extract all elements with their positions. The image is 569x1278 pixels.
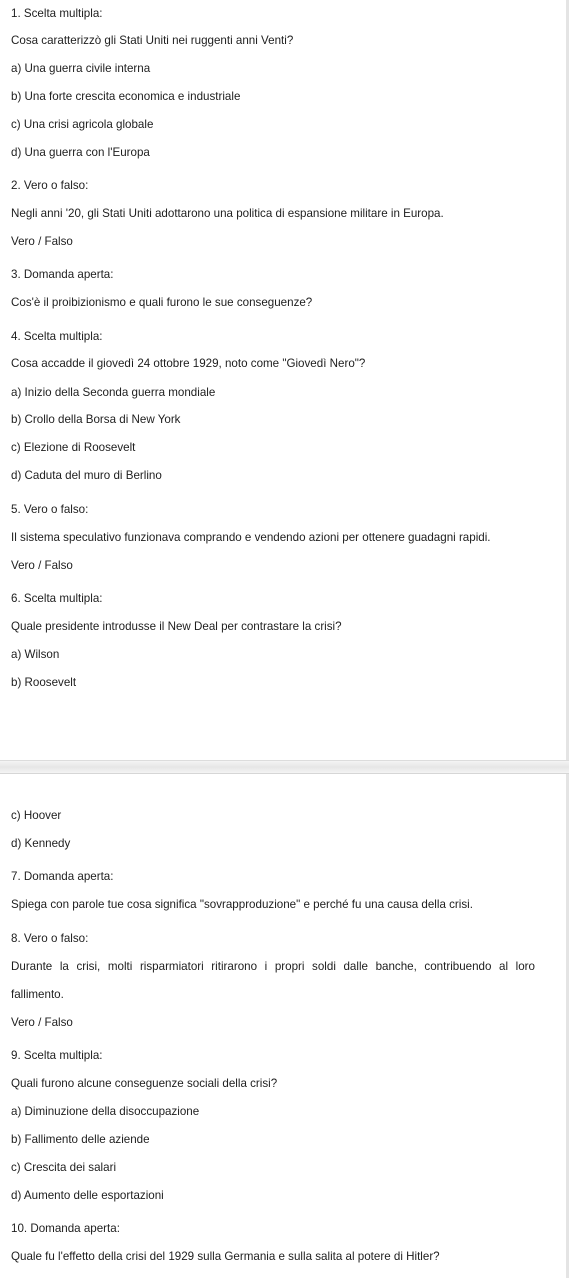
- question-5-header: 5. Vero o falso:: [11, 503, 89, 516]
- question-3-header: 3. Domanda aperta:: [11, 268, 114, 281]
- question-2-answer: Vero / Falso: [11, 235, 73, 248]
- question-6-option-c: c) Hoover: [11, 809, 62, 822]
- question-1-option-c: c) Una crisi agricola globale: [11, 118, 154, 131]
- question-1-header: 1. Scelta multipla:: [11, 7, 103, 20]
- question-9-option-c: c) Crescita dei salari: [11, 1161, 117, 1174]
- question-9-header: 9. Scelta multipla:: [11, 1049, 103, 1062]
- question-7-text: Spiega con parole tue cosa significa "sovrapproduzione" e perché fu una causa della crisi.: [11, 898, 473, 911]
- question-8-text-line-2: fallimento.: [11, 988, 64, 1001]
- question-4-header: 4. Scelta multipla:: [11, 330, 103, 343]
- question-6-option-b: b) Roosevelt: [11, 676, 77, 689]
- question-7-header: 7. Domanda aperta:: [11, 870, 114, 883]
- page-break: [0, 760, 569, 774]
- question-1-option-d: d) Una guerra con l'Europa: [11, 146, 150, 159]
- question-9-text: Quali furono alcune conseguenze sociali della crisi?: [11, 1077, 278, 1090]
- question-4-option-b: b) Crollo della Borsa di New York: [11, 413, 181, 426]
- question-4-option-d: d) Caduta del muro di Berlino: [11, 469, 162, 482]
- question-5-text: Il sistema speculativo funzionava comprando e vendendo azioni per ottenere guadagni rapidi.: [11, 531, 491, 544]
- question-10-header: 10. Domanda aperta:: [11, 1222, 120, 1235]
- question-3-text: Cos'è il proibizionismo e quali furono le sue conseguenze?: [11, 296, 313, 309]
- question-2-header: 2. Vero o falso:: [11, 179, 89, 192]
- question-1-text: Cosa caratterizzò gli Stati Uniti nei ruggenti anni Venti?: [11, 34, 294, 47]
- question-4-text: Cosa accadde il giovedì 24 ottobre 1929, noto come "Giovedì Nero"?: [11, 357, 366, 370]
- question-9-option-b: b) Fallimento delle aziende: [11, 1133, 150, 1146]
- question-1-option-b: b) Una forte crescita economica e industriale: [11, 90, 241, 103]
- question-8-text-line-1: Durante la crisi, molti risparmiatori ritirarono i propri soldi dalle banche, contribuendo al loro: [11, 960, 535, 973]
- question-6-option-d: d) Kennedy: [11, 837, 71, 850]
- question-4-option-c: c) Elezione di Roosevelt: [11, 441, 136, 454]
- question-2-text: Negli anni '20, gli Stati Uniti adottarono una politica di espansione militare in Europa.: [11, 207, 444, 220]
- question-8-header: 8. Vero o falso:: [11, 932, 89, 945]
- question-8-answer: Vero / Falso: [11, 1016, 73, 1029]
- question-5-answer: Vero / Falso: [11, 559, 73, 572]
- question-1-option-a: a) Una guerra civile interna: [11, 62, 151, 75]
- question-6-option-a: a) Wilson: [11, 648, 60, 661]
- question-6-text: Quale presidente introdusse il New Deal per contrastare la crisi?: [11, 620, 342, 633]
- question-9-option-d: d) Aumento delle esportazioni: [11, 1189, 164, 1202]
- question-6-header: 6. Scelta multipla:: [11, 592, 103, 605]
- question-9-option-a: a) Diminuzione della disoccupazione: [11, 1105, 200, 1118]
- question-10-text: Quale fu l'effetto della crisi del 1929 sulla Germania e sulla salita al potere di Hitler?: [11, 1250, 440, 1263]
- question-4-option-a: a) Inizio della Seconda guerra mondiale: [11, 386, 216, 399]
